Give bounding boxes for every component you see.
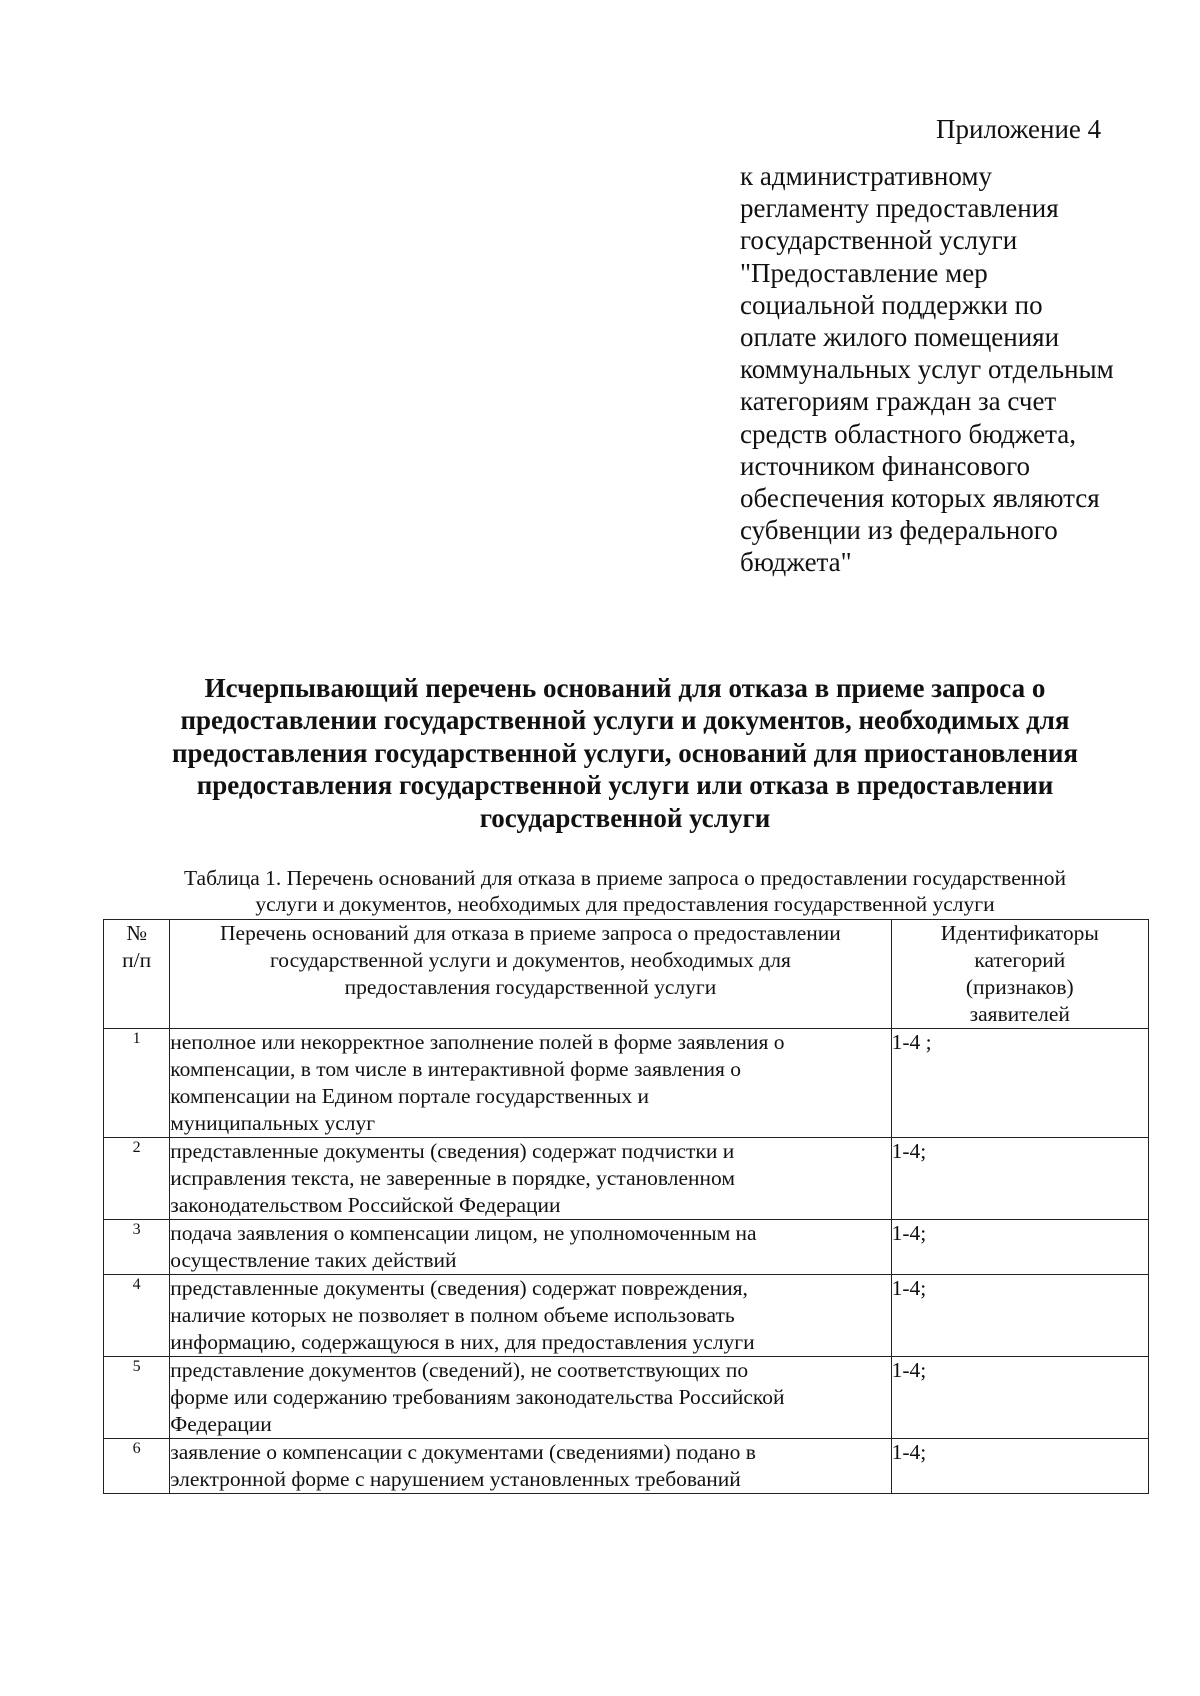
header-identifiers: Идентификаторы категорий (признаков) заявителей: [891, 920, 1148, 1029]
title-line: предоставления государственной услуги, оснований для приостановления: [171, 737, 1078, 768]
row-identifiers: 1-4;: [891, 1220, 1148, 1275]
row-identifiers: 1-4;: [891, 1275, 1148, 1357]
appendix-line: обеспечения которых являются: [740, 483, 1100, 514]
appendix-line: бюджета": [740, 547, 852, 578]
row-number: 5: [104, 1357, 170, 1439]
appendix-line: "Предоставление мер: [740, 257, 988, 288]
row-identifiers: 1-4;: [891, 1138, 1148, 1220]
row-reason: подача заявления о компенсации лицом, не уполномоченным на осуществление таких действий: [170, 1220, 891, 1275]
row-identifiers: 1-4;: [891, 1357, 1148, 1439]
row-number: 2: [104, 1138, 170, 1220]
refusal-reasons-table: [103, 919, 1149, 1494]
appendix-line: средств областного бюджета,: [740, 418, 1076, 449]
table-row: [104, 1439, 1149, 1494]
appendix-line: социальной поддержки по: [740, 289, 1043, 320]
row-reason: представленные документы (сведения) содержат повреждения, наличие которых не позволяет в полном объеме использовать информацию, содержащуюся в них, для предоставления услуги: [170, 1275, 891, 1357]
appendix-reference: [740, 160, 1140, 579]
row-number: 6: [104, 1439, 170, 1494]
table-row: [104, 1357, 1149, 1439]
header-reasons: Перечень оснований для отказа в приеме запроса о предоставлении государственной услуги и документов, необходимых для предоставления государственной услуги: [170, 920, 891, 1029]
row-number: 1: [104, 1029, 170, 1138]
row-identifiers: 1-4;: [891, 1439, 1148, 1494]
appendix-line: коммунальных услуг отдельным: [740, 354, 1114, 385]
row-reason: представление документов (сведений), не соответствующих по форме или содержанию требованиям законодательства Российской Федерации: [170, 1357, 891, 1439]
row-reason: заявление о компенсации с документами (сведениями) подано в электронной форме с нарушением установленных требований: [170, 1439, 891, 1494]
caption-line: Таблица 1. Перечень оснований для отказа в приеме запроса о предоставлении государственной: [183, 866, 1067, 890]
appendix-line: источником финансового: [740, 450, 1030, 481]
row-number: 3: [104, 1220, 170, 1275]
appendix-line: оплате жилого помещенияи: [740, 322, 1060, 353]
title-line: предоставлении государственной услуги и документов, необходимых для: [180, 705, 1070, 736]
table-header-row: [104, 920, 1149, 1029]
title-line: Исчерпывающий перечень оснований для отказа в приеме запроса о: [204, 673, 1046, 703]
row-identifiers: 1-4 ;: [891, 1029, 1148, 1138]
table-row: [104, 1029, 1149, 1138]
table-row: [104, 1275, 1149, 1357]
table-row: [104, 1138, 1149, 1220]
title-line: государственной услуги: [479, 802, 771, 833]
appendix-line: регламенту предоставления: [740, 193, 1059, 224]
title-line: предоставления государственной услуги или отказа в предоставлении: [196, 770, 1054, 801]
row-reason: неполное или некорректное заполнение полей в форме заявления о компенсации, в том числе в интерактивной форме заявления о компенсации на Едином портале государственных и муниципальных услуг: [170, 1029, 891, 1138]
row-reason: представленные документы (сведения) содержат подчистки и исправления текста, не заверенные в порядке, установленном законодательством Российской Федерации: [170, 1138, 891, 1220]
header-number: № п/п: [104, 920, 170, 1029]
appendix-title: Приложение 4: [936, 114, 1102, 144]
table-caption: [90, 866, 1160, 917]
document-title: [90, 672, 1160, 834]
row-number: 4: [104, 1275, 170, 1357]
appendix-line: к административному: [740, 161, 992, 191]
appendix-line: категориям граждан за счет: [740, 386, 1057, 417]
caption-line: услуги и документов, необходимых для предоставления государственной услуги: [255, 891, 995, 916]
table-row: [104, 1220, 1149, 1275]
appendix-line: субвенции из федерального: [740, 515, 1058, 546]
appendix-line: государственной услуги: [740, 225, 1018, 256]
